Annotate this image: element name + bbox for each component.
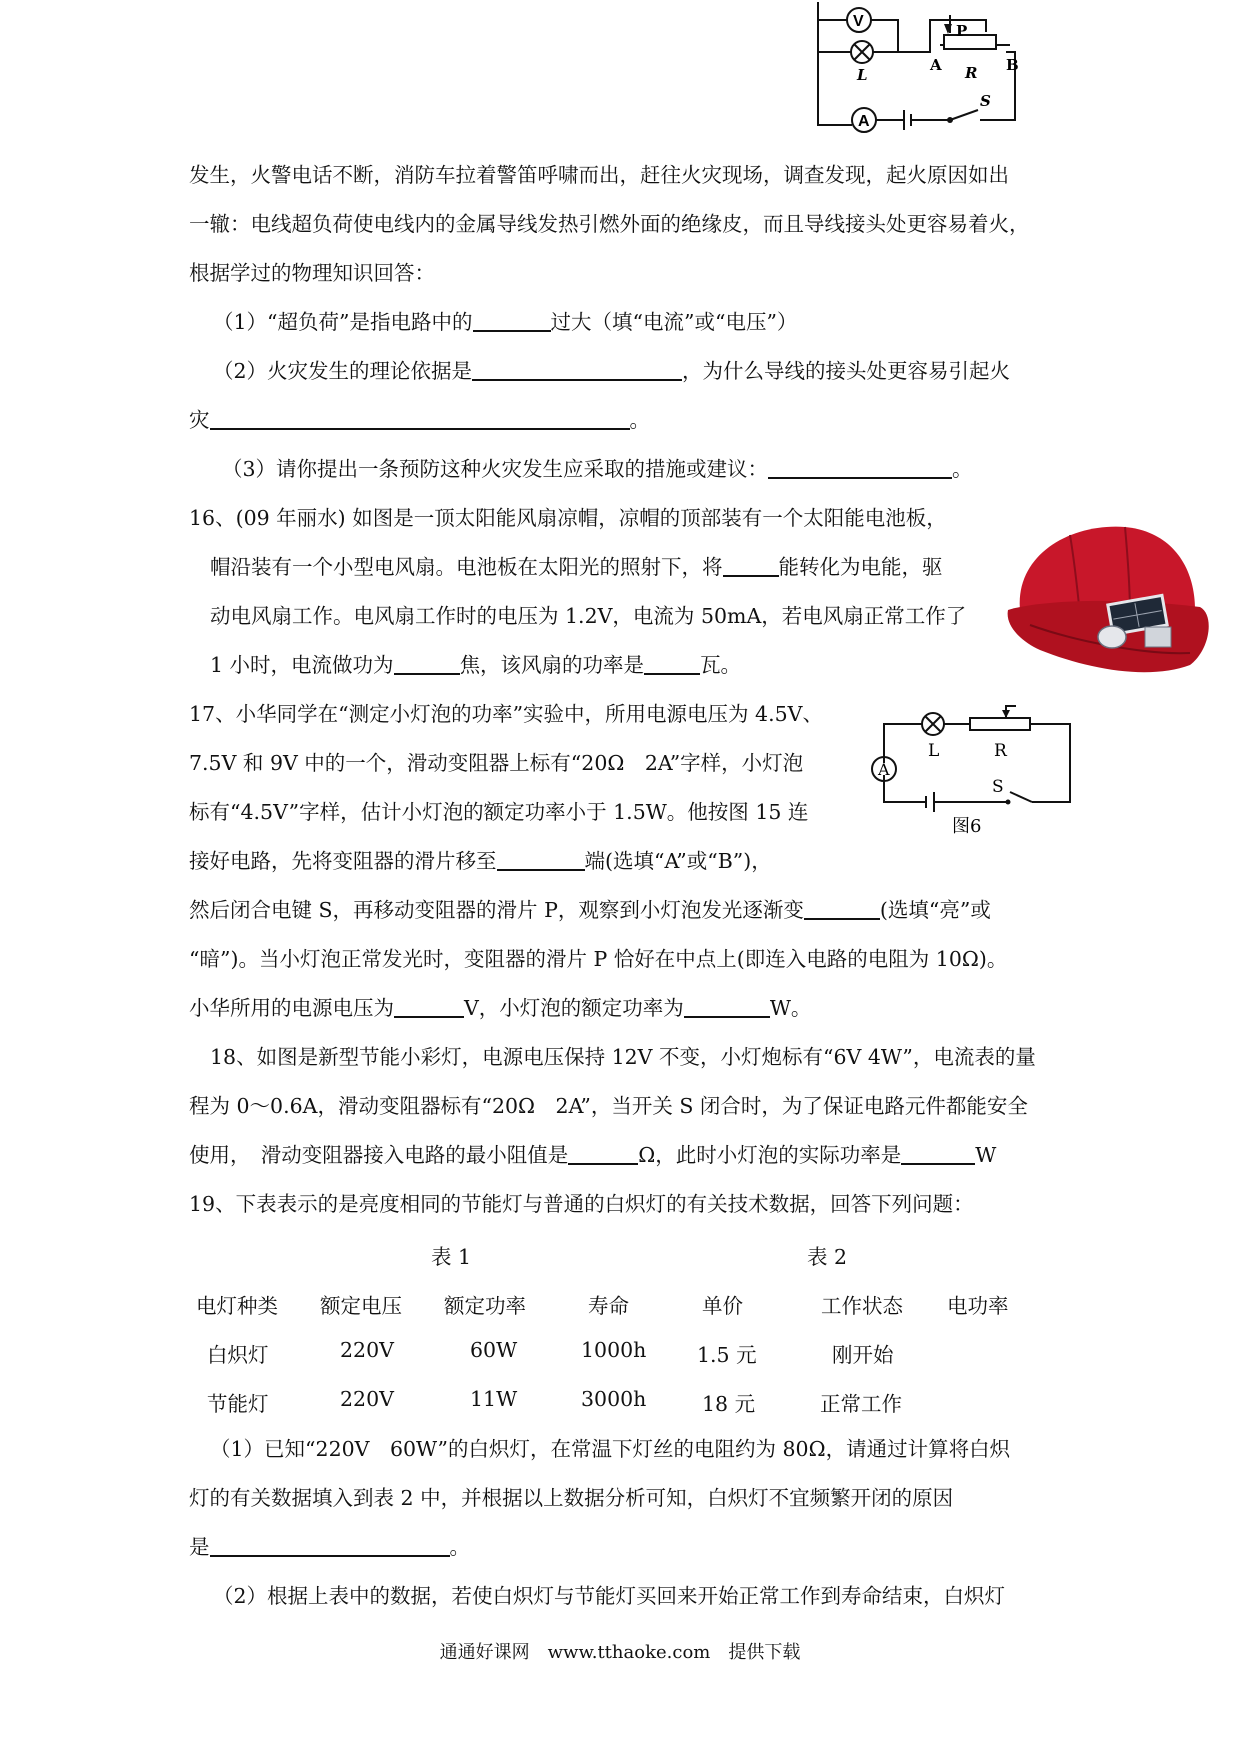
q19-line-1: 19、下表表示的是亮度相同的节能灯与普通的白炽灯的有关技术数据，回答下列问题： — [189, 1192, 974, 1216]
q15-sub-2-text-a: （2）火灾发生的理论依据是 — [213, 359, 473, 383]
q15-sub-2 — [213, 358, 1010, 384]
table2-title: 表 2 — [807, 1245, 848, 1269]
q15-sub-2-text-b: ，为什么导线的接头处更容易引起火 — [682, 359, 1011, 383]
q15-sub-3-text-a: （3）请你提出一条预防这种火灾发生应采取的措施或建议： — [222, 457, 769, 481]
q17-line-7-text-b: V，小灯泡的额定功率为 — [464, 996, 684, 1020]
resistor-r-label: R — [965, 64, 978, 82]
q16-line-2-text-a: 帽沿装有一个小型电风扇。电池板在太阳光的照射下，将 — [210, 555, 723, 579]
answer-blank[interactable] — [210, 1535, 450, 1557]
q16-line-2-text-b: 能转化为电能，驱 — [778, 555, 943, 579]
fig6-caption: 图6 — [952, 816, 982, 837]
table-header: 电功率 — [947, 1294, 1009, 1318]
table-cell: 1.5 元 — [697, 1343, 757, 1367]
q15-sub-2-text-d: 。 — [629, 408, 650, 432]
table-header: 额定电压 — [320, 1294, 402, 1318]
q19-part-1-line-3 — [189, 1534, 470, 1560]
q15-sub-1 — [213, 309, 797, 335]
q15-line-1: 发生，火警电话不断，消防车拉着警笛呼啸而出，赶往火灾现场，调查发现，起火原因如出 — [189, 163, 1009, 187]
table-cell: 正常工作 — [820, 1392, 902, 1416]
fig6-ammeter-label: A — [878, 760, 890, 779]
answer-blank[interactable] — [472, 359, 682, 381]
answer-blank[interactable] — [901, 1143, 975, 1165]
lamp-label: L — [857, 66, 868, 84]
q17-line-1: 17、小华同学在“测定小灯泡的功率”实验中，所用电源电压为 4.5V、 — [189, 702, 823, 726]
top-circuit-figure — [810, 0, 1030, 140]
q19-part-1-line-1: （1）已知“220V 60W”的白炽灯，在常温下灯丝的电阻约为 80Ω，请通过计算将白炽 — [210, 1437, 1011, 1461]
ammeter-label: A — [858, 113, 870, 130]
slider-p-label: P — [956, 22, 968, 40]
q15-sub-2-text-c: 灾 — [189, 408, 210, 432]
table-cell: 60W — [470, 1338, 518, 1362]
terminal-a-label: A — [930, 56, 942, 74]
q15-sub-1-text-a: （1）“超负荷”是指电路中的 — [213, 310, 473, 334]
table-cell: 3000h — [581, 1387, 647, 1411]
table-header: 单价 — [702, 1294, 743, 1318]
answer-blank[interactable] — [804, 898, 880, 920]
table-cell: 刚开始 — [832, 1343, 894, 1367]
q17-line-5 — [189, 897, 991, 923]
fig6-switch-label: S — [992, 777, 1004, 797]
q18-line-2: 程为 0～0.6A，滑动变阻器标有“20Ω 2A”，当开关 S 闭合时，为了保证电路元件都能安全 — [189, 1094, 1028, 1118]
q17-line-7-text-a: 小华所用的电源电压为 — [189, 996, 394, 1020]
table-cell: 220V — [340, 1387, 394, 1411]
q17-line-3: 标有“4.5V”字样，估计小灯泡的额定功率小于 1.5W。他按图 15 连 — [189, 800, 809, 824]
answer-blank[interactable] — [497, 849, 585, 871]
table-header: 电灯种类 — [196, 1294, 278, 1318]
q15-line-3: 根据学过的物理知识回答： — [189, 261, 435, 285]
answer-blank[interactable] — [394, 996, 464, 1018]
table-header: 额定功率 — [444, 1294, 526, 1318]
answer-blank[interactable] — [568, 1143, 638, 1165]
voltmeter-label: V — [853, 13, 864, 30]
table-header: 工作状态 — [821, 1294, 903, 1318]
q15-sub-3-text-b: 。 — [952, 457, 973, 481]
q17-line-6: “暗”)。当小灯泡正常发光时，变阻器的滑片 P 恰好在中点上(即连入电路的电阻为 10Ω)。 — [189, 947, 1008, 971]
fig6-circuit — [862, 688, 1082, 838]
q15-line-2: 一辙：电线超负荷使电线内的金属导线发热引燃外面的绝缘皮，而且导线接头处更容易着火， — [189, 212, 1030, 236]
q16-line-3: 动电风扇工作。电风扇工作时的电压为 1.2V，电流为 50mA，若电风扇正常工作了 — [210, 604, 967, 628]
q19-part-1-text-c: 是 — [189, 1535, 210, 1559]
q17-line-7 — [189, 995, 811, 1021]
q18-line-1: 18、如图是新型节能小彩灯，电源电压保持 12V 不变，小灯炮标有“6V 4W”，电流表的量 — [210, 1045, 1036, 1069]
q18-line-3-text-c: W — [975, 1143, 997, 1167]
table-cell: 白炽灯 — [207, 1343, 269, 1367]
q17-line-4 — [189, 848, 772, 874]
answer-blank[interactable] — [394, 653, 460, 675]
q17-line-5-text-a: 然后闭合电键 S，再移动变阻器的滑片 P，观察到小灯泡发光逐渐变 — [189, 898, 804, 922]
solar-cap-image — [1000, 515, 1220, 685]
answer-blank[interactable] — [210, 408, 630, 430]
q18-line-3-text-a: 使用， 滑动变阻器接入电路的最小阻值是 — [189, 1143, 569, 1167]
table-header: 寿命 — [588, 1294, 629, 1318]
q17-line-5-text-b: (选填“亮”或 — [879, 898, 991, 922]
q19-part-1-text-d: 。 — [449, 1535, 470, 1559]
page-footer: 通通好课网 www.tthaoke.com 提供下载 — [439, 1642, 801, 1663]
fig6-lamp-label: L — [928, 741, 940, 761]
table-cell: 220V — [340, 1338, 394, 1362]
q16-line-1: 16、(09 年丽水) 如图是一顶太阳能风扇凉帽，凉帽的顶部装有一个太阳能电池板， — [189, 506, 947, 530]
q19-part-2-line-1: （2）根据上表中的数据，若使白炽灯与节能灯买回来开始正常工作到寿命结束，白炽灯 — [213, 1584, 1006, 1608]
q16-line-4-text-a: 1 小时，电流做功为 — [210, 653, 394, 677]
switch-s-label: S — [980, 92, 991, 110]
q17-line-4-text-b: 端(选填“A”或“B”)， — [584, 849, 772, 873]
q17-line-2: 7.5V 和 9V 中的一个，滑动变阻器上标有“20Ω 2A”字样，小灯泡 — [189, 751, 804, 775]
fig6-resistor-label: R — [994, 741, 1007, 761]
terminal-b-label: B — [1006, 56, 1019, 74]
answer-blank[interactable] — [644, 653, 700, 675]
q16-line-4 — [210, 652, 741, 678]
table1-title: 表 1 — [431, 1245, 472, 1269]
table-cell: 11W — [470, 1387, 518, 1411]
answer-blank[interactable] — [473, 310, 551, 332]
q15-sub-3 — [222, 456, 973, 482]
table-cell: 1000h — [581, 1338, 647, 1362]
q19-part-1-line-2: 灯的有关数据填入到表 2 中，并根据以上数据分析可知，白炽灯不宜频繁开闭的原因 — [189, 1486, 954, 1510]
q16-line-4-text-c: 瓦。 — [700, 653, 742, 677]
answer-blank[interactable] — [768, 457, 952, 479]
table-cell: 节能灯 — [207, 1392, 269, 1416]
q17-line-7-text-c: W。 — [769, 996, 812, 1020]
q15-sub-2-cont — [189, 407, 650, 433]
answer-blank[interactable] — [723, 555, 779, 577]
q16-line-2 — [210, 554, 943, 580]
q15-sub-1-text-b: 过大（填“电流”或“电压”） — [550, 310, 798, 334]
q16-line-4-text-b: 焦，该风扇的功率是 — [459, 653, 645, 677]
answer-blank[interactable] — [684, 996, 770, 1018]
q18-line-3 — [189, 1142, 996, 1168]
q17-line-4-text-a: 接好电路，先将变阻器的滑片移至 — [189, 849, 497, 873]
q18-line-3-text-b: Ω，此时小灯泡的实际功率是 — [638, 1143, 902, 1167]
table-cell: 18 元 — [702, 1392, 756, 1416]
